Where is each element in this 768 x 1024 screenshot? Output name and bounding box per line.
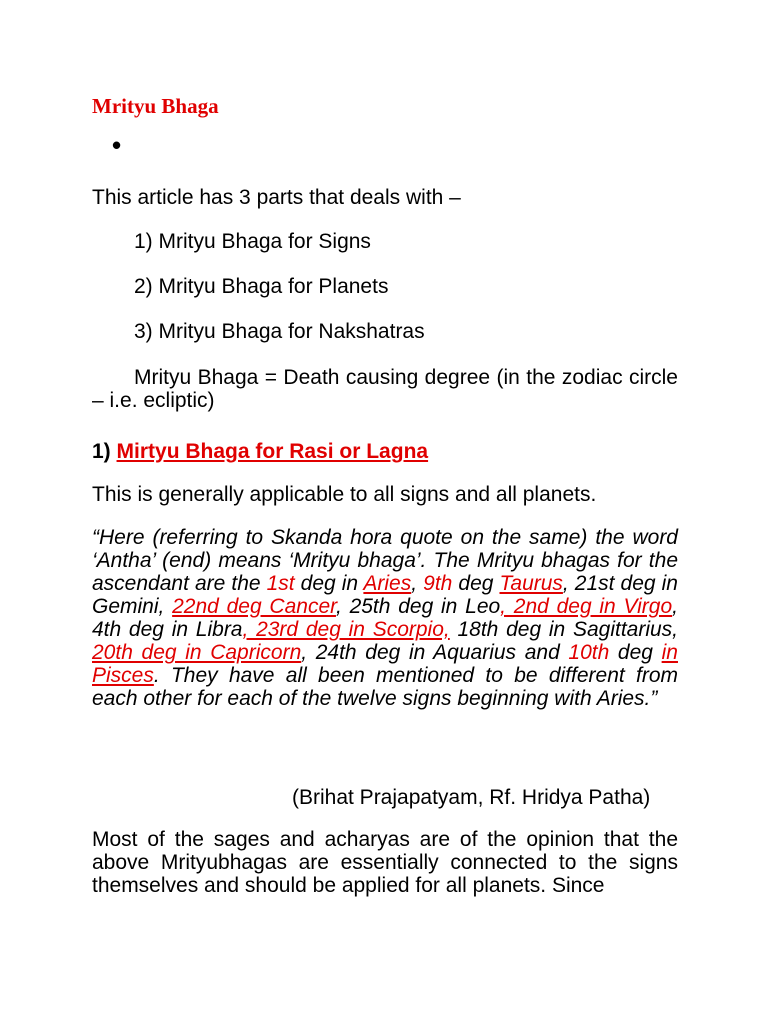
quote-text: 18th deg in Sagittarius, [449,618,679,641]
applicability-text: This is generally applicable to all signs and all planets. [92,483,597,506]
section-1-heading [92,440,428,464]
quote-highlight: Aries [363,572,412,595]
quote-text: deg [609,641,662,664]
quote-text: , 25th deg in Leo [335,595,501,618]
part-item-3: 3) Mrityu Bhaga for Nakshatras [134,320,425,343]
quote-highlight: 9th [423,572,453,595]
quote-highlight: Taurus [499,572,563,595]
quote-text: deg in [294,572,364,595]
quote-text: , 4th deg in Libra [92,595,678,641]
quote-highlight: in Pisces [92,641,678,687]
quote-paragraph [92,526,678,710]
definition-paragraph: Mrityu Bhaga = Death causing degree (in the zodiac circle – i.e. ecliptic) [92,366,678,412]
quote-text: , 24th deg in Aquarius and [301,641,569,664]
quote-highlight: , 23rd deg in Scorpio, [242,618,450,641]
section-1-number: 1) [92,440,111,463]
document-title: Mrityu Bhaga [92,94,219,118]
part-item-1: 1) Mrityu Bhaga for Signs [134,230,371,253]
quote-text: “Here (referring to Skanda hora quote on the same) the word ‘Antha’ (end) means ‘Mrityu bhaga’. The Mrityu bhagas for the ascendant are the [92,526,678,595]
quote-highlight: , 2nd deg in Virgo [500,595,673,618]
quote-text: , [411,572,424,595]
part-item-2: 2) Mrityu Bhaga for Planets [134,275,389,298]
quote-highlight: 20th deg in Capricorn [92,641,302,664]
quote-highlight: 10th [568,641,610,664]
citation-text: (Brihat Prajapatyam, Rf. Hridya Patha) [292,786,651,809]
quote-text: , 21st deg in Gemini, [92,572,678,618]
closing-paragraph: Most of the sages and acharyas are of the opinion that the above Mrityubhagas are essentially connected to the signs themselves and should be applied for all planets. Since [92,828,678,897]
quote-highlight: 1st [266,572,295,595]
intro-text: This article has 3 parts that deals with – [92,186,461,209]
bullet-marker: • [112,130,122,160]
section-1-title: Mirtyu Bhaga for Rasi or Lagna [116,440,429,463]
quote-text: . They have all been mentioned to be different from each other for each of the twelve signs beginning with Aries.” [92,664,678,710]
quote-text: deg [452,572,500,595]
quote-highlight: 22nd deg Cancer [172,595,336,618]
